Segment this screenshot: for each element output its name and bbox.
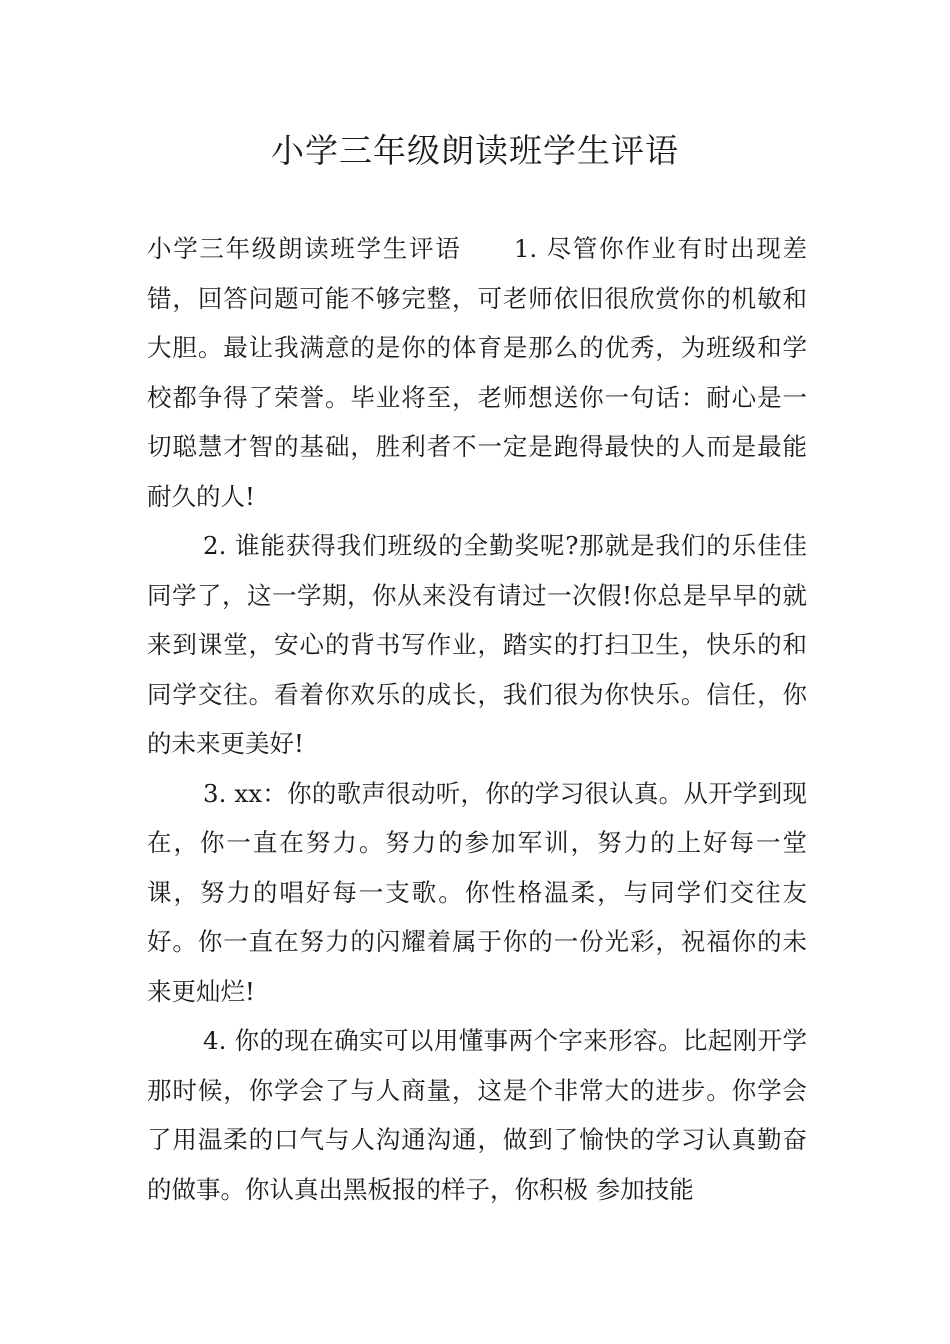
document-body — [147, 224, 807, 1214]
paragraph-3: 3. xx：你的歌声很动听，你的学习很认真。从开学到现在，你一直在努力。努力的参加军训，努力的上好每一堂课，努力的唱好每一支歌。你性格温柔，与同学们交往友好。你一直在努力的闪耀着属于你的一份光彩，祝福你的未来更灿烂! — [147, 778, 807, 1006]
paragraph-4: 4. 你的现在确实可以用懂事两个字来形容。比起刚开学那时候，你学会了与人商量，这是个非常大的进步。你学会了用温柔的口气与人沟通沟通，做到了愉快的学习认真勤奋的做事。你认真出黑板报的样子，你积极 参加技能 — [147, 1026, 807, 1204]
paragraph-2: 2. 谁能获得我们班级的全勤奖呢?那就是我们的乐佳佳同学了，这一学期，你从来没有请过一次假!你总是早早的就来到课堂，安心的背书写作业，踏实的打扫卫生，快乐的和同学交往。看着你欢乐的成长，我们很为你快乐。信任，你的未来更美好! — [147, 531, 807, 758]
paragraph-1: 小学三年级朗读班学生评语 1. 尽管你作业有时出现差错，回答问题可能不够完整，可老师依旧很欣赏你的机敏和大胆。最让我满意的是你的体育是那么的优秀，为班级和学校都争得了荣誉。毕业将至，老师想送你一句话：耐心是一切聪慧才智的基础，胜利者不一定是跑得最快的人而是最能耐久的人! — [147, 234, 807, 511]
document-title: 小学三年级朗读班学生评语 — [271, 131, 679, 170]
